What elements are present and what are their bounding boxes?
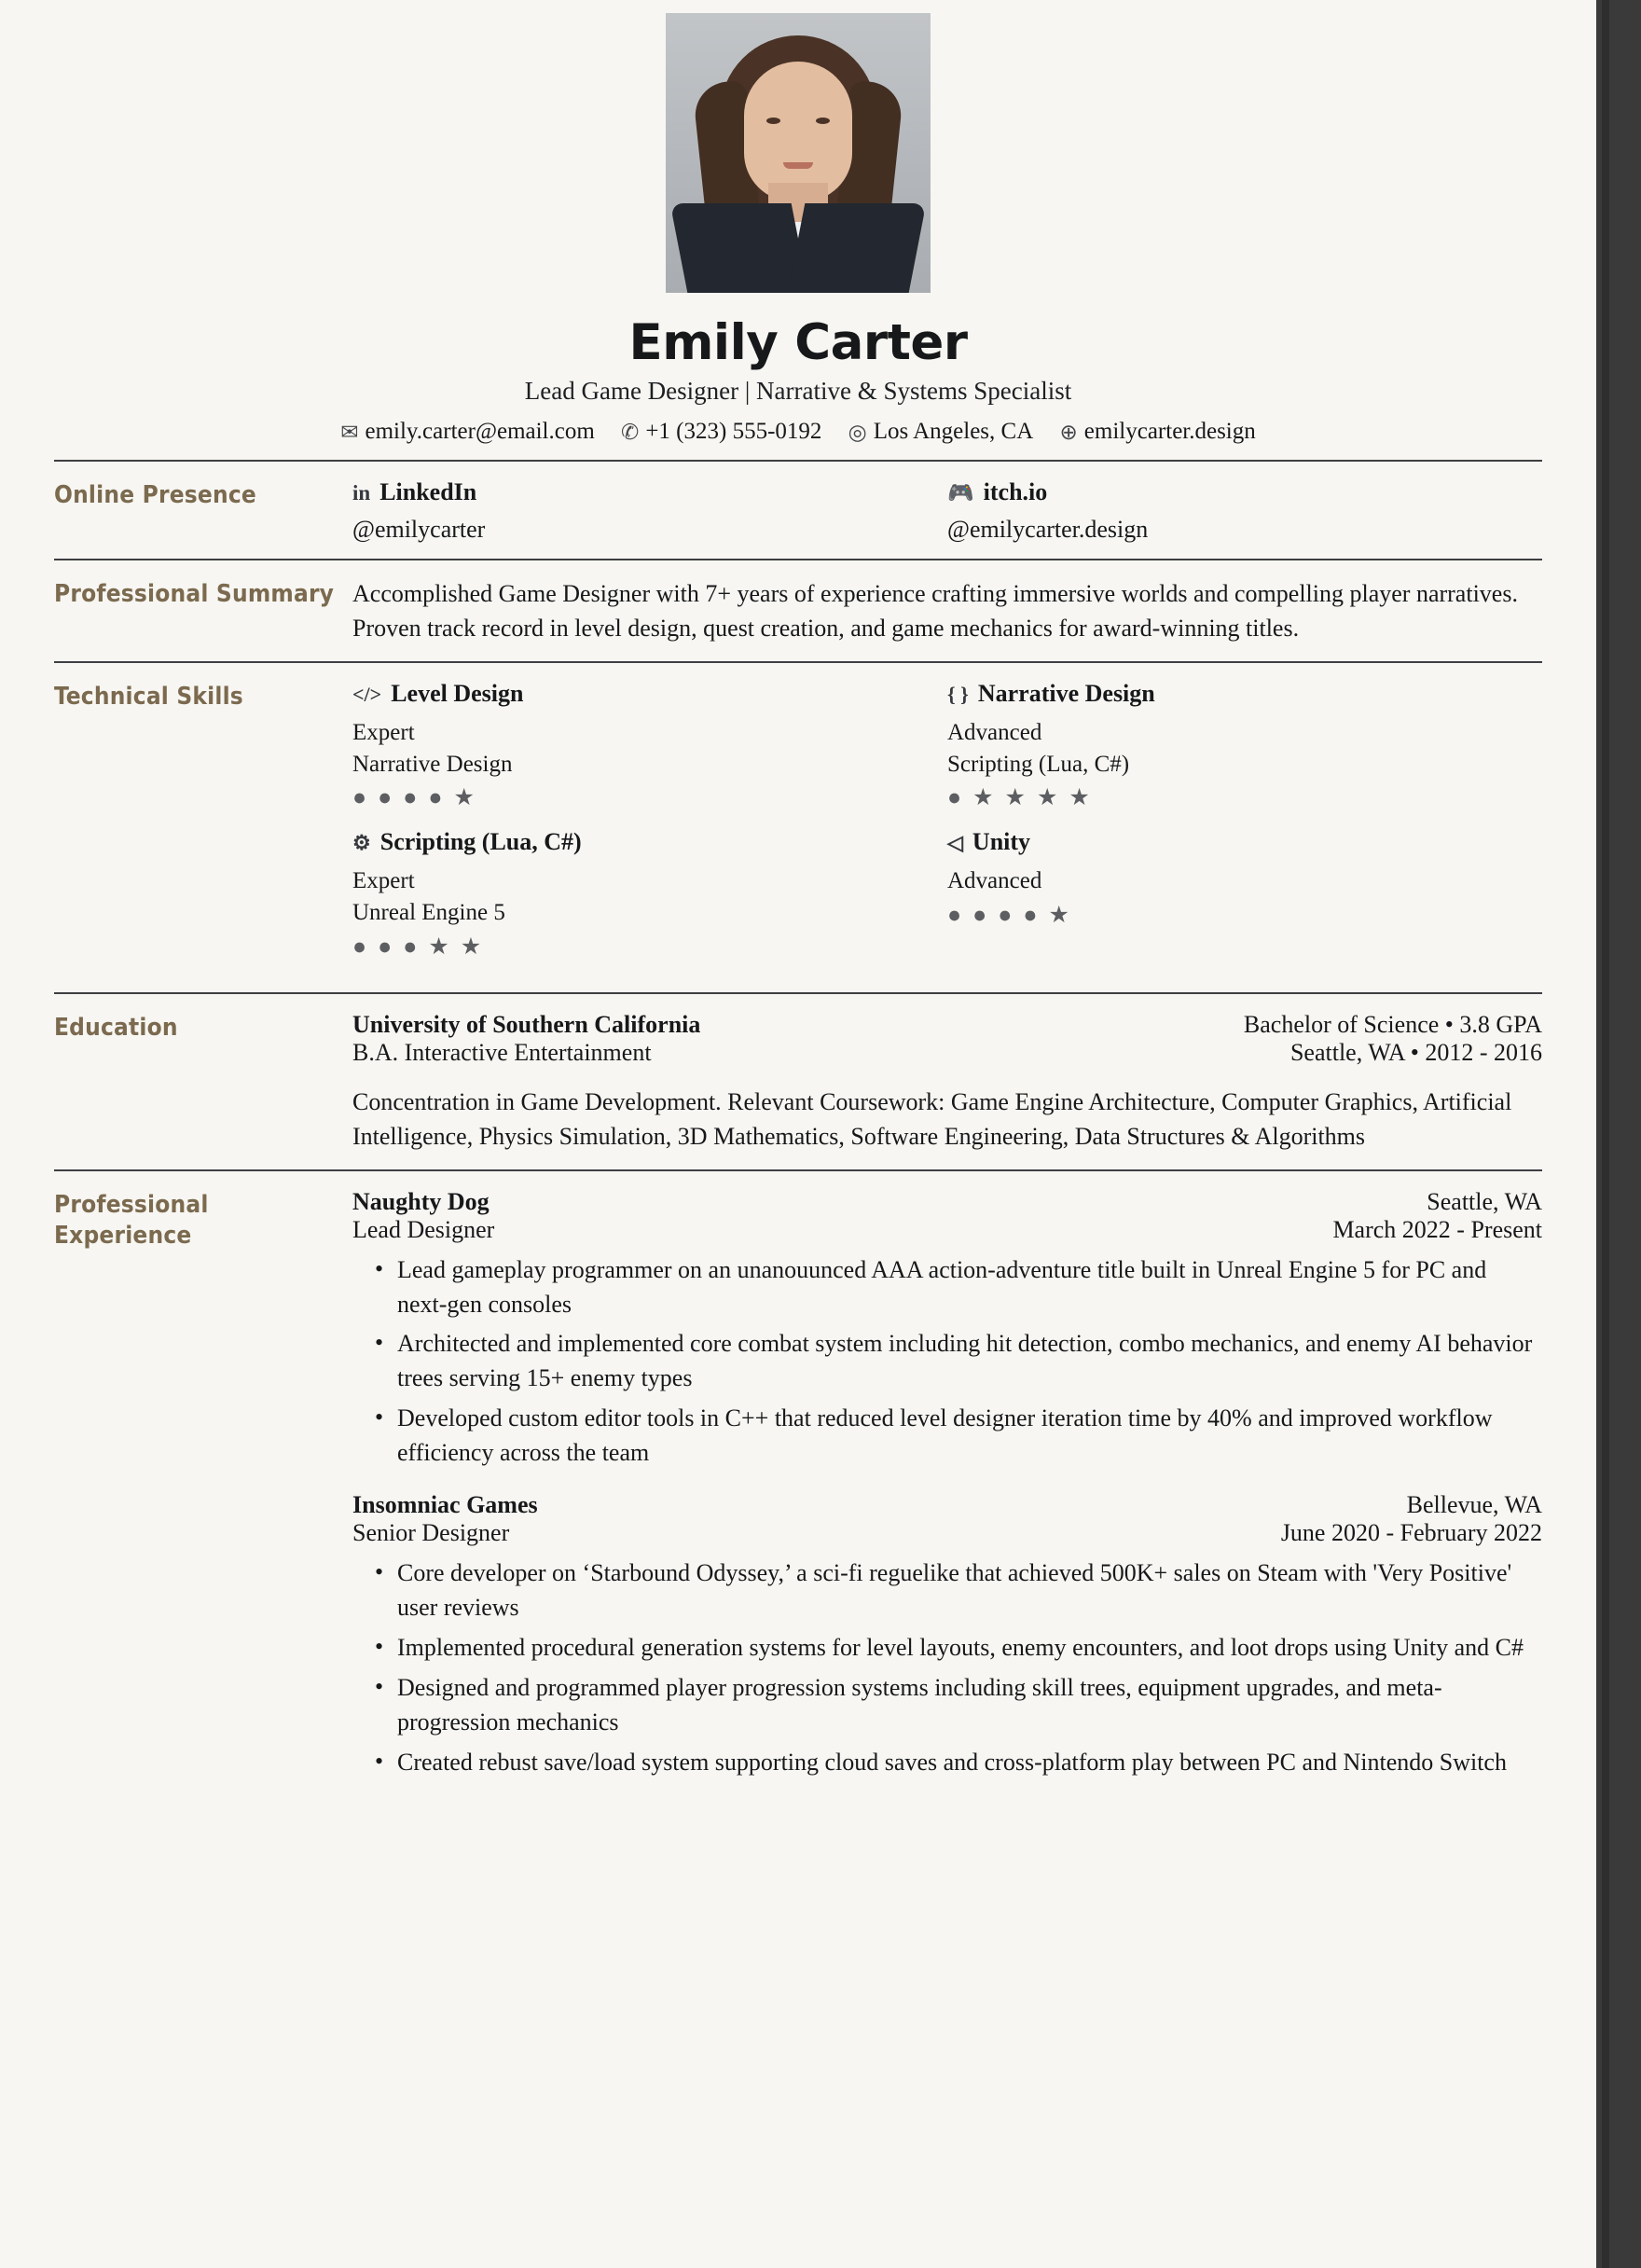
- contact-website[interactable]: [1060, 419, 1256, 445]
- section-label-professional-experience: Professional Experience: [54, 1190, 209, 1251]
- link-linkedin[interactable]: [352, 478, 947, 544]
- job-bullet: • Designed and programmed player progression systems including skill trees, equipment upgrades, and meta-progression mechanics: [352, 1671, 1542, 1740]
- skill-rating-dots: ● ● ● ● ★: [352, 785, 475, 811]
- link-linkedin-name: LinkedIn: [379, 478, 477, 505]
- photo-jacket-right: [788, 203, 927, 293]
- section-label-technical-skills: Technical Skills: [54, 682, 243, 711]
- job-bullets: [352, 1253, 1542, 1471]
- photo-face: [744, 62, 852, 201]
- photo-eye-right: [816, 118, 830, 124]
- photo-jacket-left: [670, 203, 809, 293]
- section-label-professional-summary: Professional Summary: [54, 580, 335, 608]
- page-title: Emily Carter: [628, 314, 968, 371]
- section-professional-experience: [54, 1169, 1542, 1816]
- job-role: Lead Designer: [352, 1215, 495, 1243]
- skill-rating-dots: ● ★ ★ ★ ★: [947, 785, 1090, 811]
- job-bullet: • Created rebust save/load system supporting cloud saves and cross-platform play between PC and Nintendo Switch: [352, 1746, 1542, 1780]
- photo-mouth: [783, 162, 813, 169]
- skill-level: Advanced: [947, 868, 1042, 894]
- job-bullet: • Lead gameplay programmer on an unanouunced AAA action-adventure title built in Unreal Engine 5 for PC and next-gen consoles: [352, 1253, 1542, 1322]
- contact-email-text: emily.carter@email.com: [365, 419, 595, 444]
- unity-icon: ◁: [947, 831, 963, 855]
- skill-item: [352, 828, 947, 959]
- section-technical-skills: [54, 661, 1542, 992]
- job-dates: June 2020 - February 2022: [1280, 1519, 1542, 1547]
- section-label-education: Education: [54, 1013, 178, 1042]
- skill-name-text: Unity: [972, 828, 1031, 856]
- scrollbar-track[interactable]: [1602, 0, 1609, 2268]
- job-company: Insomniac Games: [352, 1491, 538, 1519]
- link-linkedin-handle: @emilycarter: [352, 516, 486, 543]
- skill-rating-dots: ● ● ● ● ★: [947, 903, 1069, 929]
- skill-sub: Scripting (Lua, C#): [947, 751, 1130, 777]
- code-icon: </>: [352, 682, 382, 706]
- contact-phone[interactable]: [621, 419, 821, 445]
- job-bullet: • Implemented procedural generation systems for level layouts, enemy encounters, and loot drops using Unity and C#: [352, 1631, 1542, 1666]
- braces-icon: { }: [947, 682, 969, 706]
- location-pin-icon: ◎: [848, 421, 867, 444]
- contact-email[interactable]: [340, 419, 595, 445]
- gamepad-icon: 🎮: [947, 481, 974, 505]
- photo-container: [54, 0, 1542, 297]
- skill-item: [947, 680, 1542, 810]
- photo-eye-left: [766, 118, 780, 124]
- linkedin-icon: in: [352, 481, 371, 505]
- job-bullet: • Developed custom editor tools in C++ that reduced level designer iteration time by 40% and improved workflow efficiency across the team: [352, 1402, 1542, 1471]
- experience-item: [352, 1188, 1542, 1471]
- section-professional-summary: [54, 559, 1542, 661]
- contact-row: [54, 419, 1542, 445]
- envelope-icon: ✉: [340, 421, 359, 444]
- phone-icon: ✆: [621, 421, 640, 444]
- section-education: [54, 992, 1542, 1169]
- skill-sub: Unreal Engine 5: [352, 900, 505, 926]
- contact-location-text: Los Angeles, CA: [873, 419, 1034, 444]
- gear-icon: ⚙: [352, 831, 371, 855]
- job-location: Bellevue, WA: [1406, 1491, 1542, 1519]
- contact-website-text: emilycarter.design: [1083, 419, 1256, 444]
- skill-level: Expert: [352, 719, 415, 745]
- skill-item: [352, 680, 947, 810]
- education-location-dates: Seattle, WA • 2012 - 2016: [1289, 1038, 1542, 1066]
- skill-name-text: Level Design: [391, 679, 524, 707]
- job-company: Naughty Dog: [352, 1187, 490, 1215]
- skill-sub: Narrative Design: [352, 751, 513, 777]
- skill-name-text: Narrative Design: [977, 679, 1155, 707]
- job-role: Senior Designer: [352, 1519, 510, 1547]
- skill-level: Advanced: [947, 719, 1042, 745]
- link-itchio-handle: @emilycarter.design: [947, 516, 1149, 543]
- globe-icon: ⊕: [1059, 421, 1078, 444]
- job-dates: March 2022 - Present: [1332, 1215, 1542, 1243]
- education-credential: Bachelor of Science • 3.8 GPA: [1243, 1010, 1542, 1038]
- link-itchio-name: itch.io: [983, 478, 1048, 505]
- job-bullet: • Core developer on ‘Starbound Odyssey,’ a sci-fi reguelike that achieved 500K+ sales on Steam with 'Very Positive' user reviews: [352, 1556, 1542, 1625]
- headline: Lead Game Designer | Narrative & Systems Specialist: [524, 377, 1072, 405]
- page-right-edge: [1596, 0, 1641, 2268]
- experience-item: [352, 1491, 1542, 1779]
- section-online-presence: [54, 460, 1542, 559]
- skill-level: Expert: [352, 868, 415, 894]
- contact-phone-text: +1 (323) 555-0192: [645, 419, 822, 444]
- education-degree: B.A. Interactive Entertainment: [352, 1038, 652, 1066]
- contact-location: [848, 419, 1034, 445]
- job-bullet: • Architected and implemented core combat system including hit detection, combo mechanics, and enemy AI behavior trees serving 15+ enemy types: [352, 1327, 1542, 1396]
- education-description: Concentration in Game Development. Relevant Coursework: Game Engine Architecture, Computer Graphics, Artificial Intelligence, Physics Simulation, 3D Mathematics, Software Engineering, Data Structures & Algorithms: [352, 1087, 1512, 1150]
- skill-grid: [352, 680, 1542, 977]
- skill-rating-dots: ● ● ● ★ ★: [352, 933, 482, 960]
- education-school: University of Southern California: [352, 1010, 701, 1038]
- link-itchio[interactable]: [947, 478, 1542, 544]
- portrait-photo: [666, 13, 931, 293]
- summary-text: Accomplished Game Designer with 7+ years of experience crafting immersive worlds and compelling player narratives. Proven track record in level design, quest creation, and game mechanics for award-winning titles.: [352, 580, 1518, 642]
- job-bullets: [352, 1556, 1542, 1779]
- job-location: Seattle, WA: [1427, 1187, 1542, 1215]
- skill-name-text: Scripting (Lua, C#): [379, 828, 582, 856]
- skill-item: [947, 828, 1542, 959]
- section-label-online-presence: Online Presence: [54, 481, 256, 509]
